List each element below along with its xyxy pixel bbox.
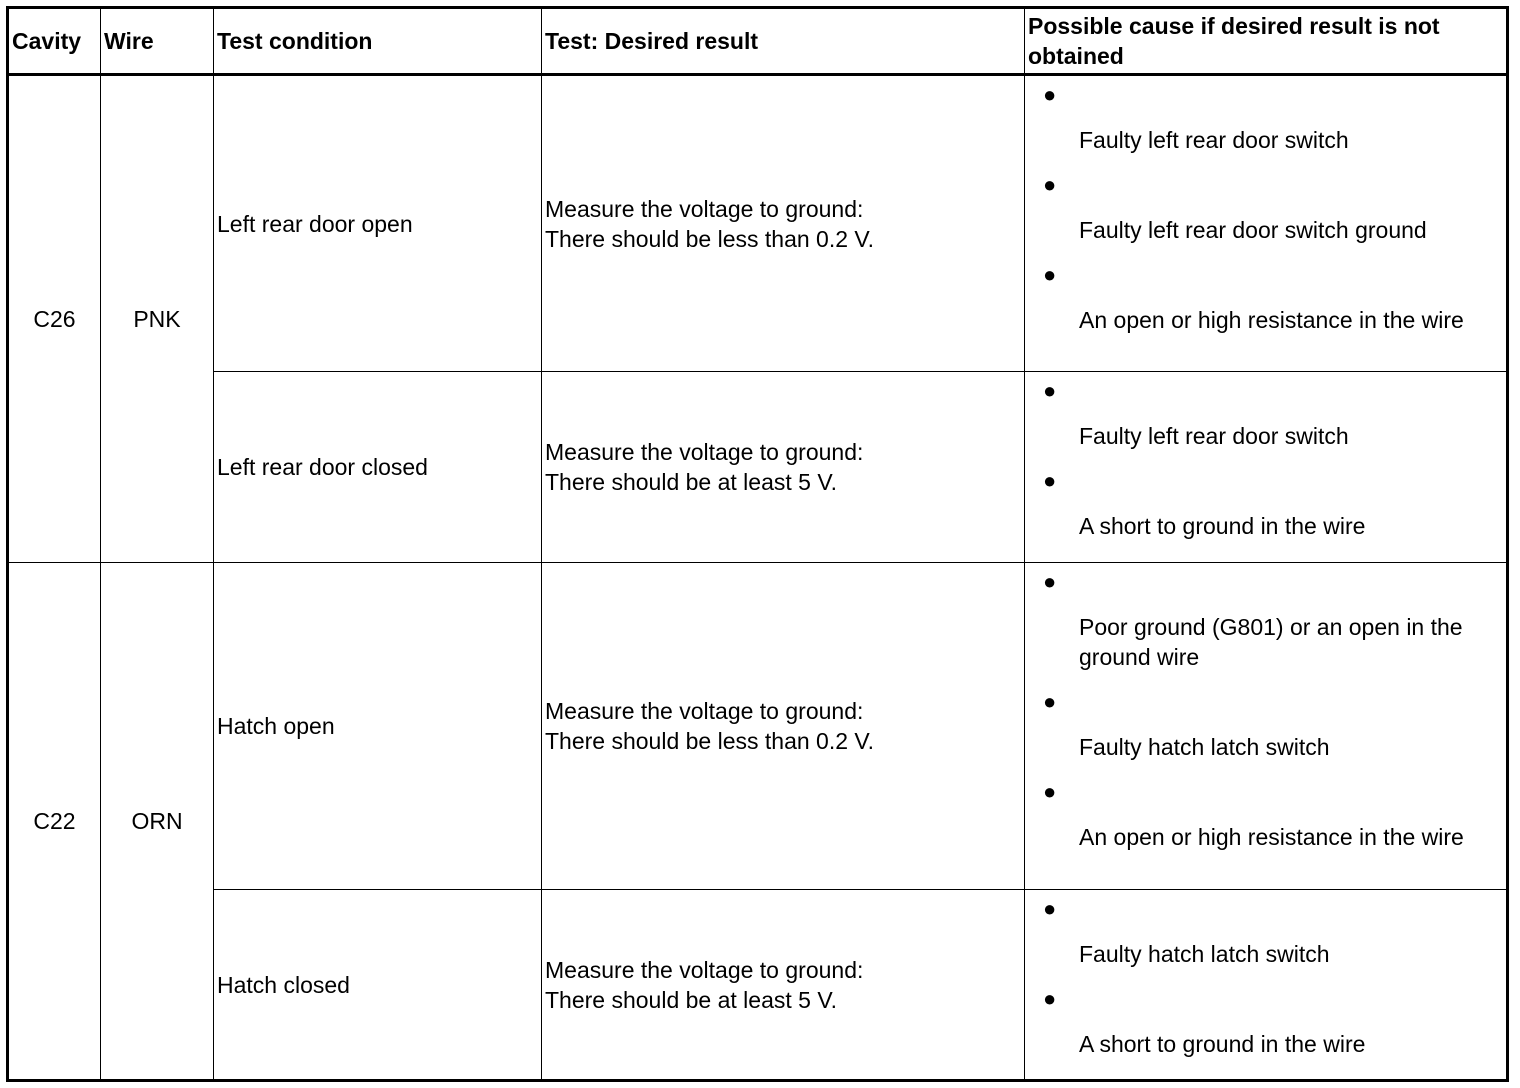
diagnostic-table xyxy=(6,6,1509,1082)
possible-cause-cell xyxy=(1025,563,1508,890)
cause-text: Faulty hatch latch switch xyxy=(1079,941,1330,967)
result-line: There should be at least 5 V. xyxy=(545,986,837,1013)
wire-cell: PNK xyxy=(101,75,214,563)
bullet-icon: ● xyxy=(1043,986,1057,1011)
cause-item xyxy=(1025,567,1506,672)
cause-item xyxy=(1025,687,1506,762)
cause-text: An open or high resistance in the wire xyxy=(1079,307,1464,333)
cause-item xyxy=(1025,984,1506,1059)
header-desired-result: Test: Desired result xyxy=(542,8,1025,75)
cavity-cell: C26 xyxy=(8,75,101,563)
result-line: There should be less than 0.2 V. xyxy=(545,728,875,754)
bullet-icon: ● xyxy=(1043,172,1057,197)
result-line: Measure the voltage to ground: xyxy=(545,195,864,222)
result-line: Measure the voltage to ground: xyxy=(545,956,864,983)
cause-text: Faulty left rear door switch xyxy=(1079,127,1349,153)
bullet-icon: ● xyxy=(1043,378,1057,403)
cause-text: Faulty hatch latch switch xyxy=(1079,734,1330,760)
possible-cause-cell xyxy=(1025,75,1508,372)
cause-item xyxy=(1025,466,1506,541)
cause-text: A short to ground in the wire xyxy=(1079,1031,1366,1057)
cause-item xyxy=(1025,376,1506,451)
cause-item xyxy=(1025,894,1506,969)
possible-cause-cell xyxy=(1025,372,1508,563)
table-row xyxy=(8,75,1508,372)
result-line: Measure the voltage to ground: xyxy=(545,698,864,724)
bullet-icon: ● xyxy=(1043,779,1057,804)
table-row xyxy=(8,372,1508,563)
cause-text: Faulty left rear door switch ground xyxy=(1079,217,1427,243)
table-row xyxy=(8,563,1508,890)
header-row xyxy=(8,8,1508,75)
header-test-condition: Test condition xyxy=(214,8,542,75)
cause-text: Poor ground (G801) or an open in the ground wire xyxy=(1079,614,1463,670)
test-condition-cell: Hatch open xyxy=(214,563,542,890)
test-condition-cell: Hatch closed xyxy=(214,890,542,1081)
test-condition-cell: Left rear door closed xyxy=(214,372,542,563)
cause-item xyxy=(1025,170,1506,245)
result-line: Measure the voltage to ground: xyxy=(545,439,864,465)
cause-item xyxy=(1025,260,1506,335)
desired-result-cell xyxy=(542,890,1025,1081)
cause-text: A short to ground in the wire xyxy=(1079,513,1366,539)
desired-result-cell xyxy=(542,563,1025,890)
wire-cell: ORN xyxy=(101,563,214,1081)
cause-text: An open or high resistance in the wire xyxy=(1079,824,1464,850)
possible-cause-cell xyxy=(1025,890,1508,1081)
header-cavity: Cavity xyxy=(8,8,101,75)
cause-item xyxy=(1025,777,1506,852)
result-line: There should be less than 0.2 V. xyxy=(545,225,875,252)
result-line: There should be at least 5 V. xyxy=(545,469,837,495)
test-condition-cell: Left rear door open xyxy=(214,75,542,372)
cavity-cell: C22 xyxy=(8,563,101,1081)
bullet-icon: ● xyxy=(1043,262,1057,287)
cause-item xyxy=(1025,80,1506,155)
desired-result-cell xyxy=(542,75,1025,372)
bullet-icon: ● xyxy=(1043,569,1057,594)
header-possible-cause: Possible cause if desired result is not obtained xyxy=(1025,8,1508,75)
table-row xyxy=(8,890,1508,1081)
cause-text: Faulty left rear door switch xyxy=(1079,423,1349,449)
bullet-icon: ● xyxy=(1043,896,1057,921)
bullet-icon: ● xyxy=(1043,689,1057,714)
desired-result-cell xyxy=(542,372,1025,563)
header-wire: Wire xyxy=(101,8,214,75)
bullet-icon: ● xyxy=(1043,82,1057,107)
bullet-icon: ● xyxy=(1043,468,1057,493)
